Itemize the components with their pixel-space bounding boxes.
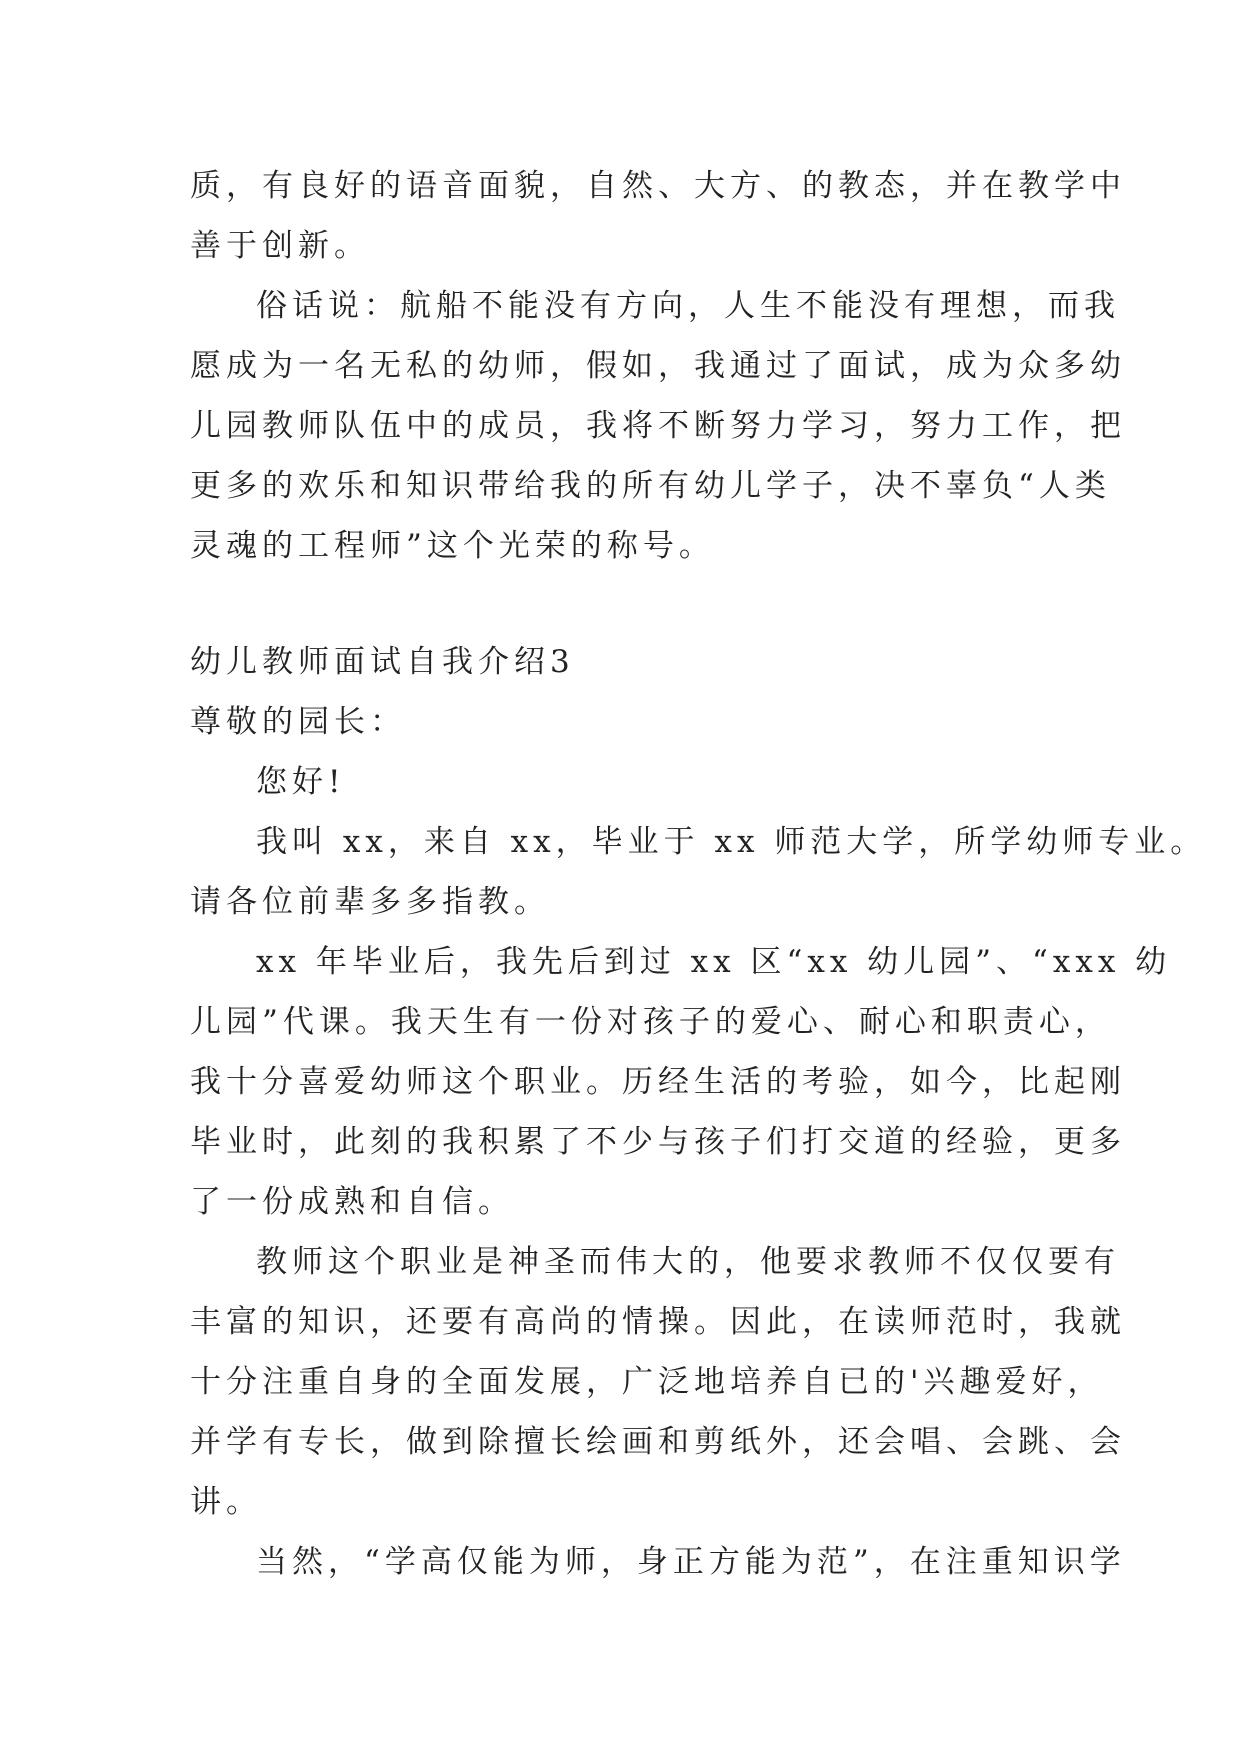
- proverb-line: 灵魂的工程师”这个光荣的称号。: [190, 528, 715, 564]
- salutation: 尊敬的园长：: [190, 704, 406, 740]
- continuation-line: 善于创新。: [190, 228, 370, 264]
- teacher-line: 并学有专长，做到除擅长绘画和剪纸外，还会唱、会跳、会: [190, 1424, 1126, 1460]
- proverb-line: 更多的欢乐和知识带给我的所有幼儿学子，决不辜负“人类: [190, 468, 1111, 504]
- experience-line: 我十分喜爱幼师这个职业。历经生活的考验，如今，比起刚: [190, 1064, 1126, 1100]
- intro-line: 请各位前辈多多指教。: [190, 884, 550, 920]
- intro-line: 我叫 xx，来自 xx，毕业于 xx 师范大学，所学幼师专业。: [256, 824, 1207, 860]
- teacher-line: 丰富的知识，还要有高尚的情操。因此，在读师范时，我就: [190, 1304, 1126, 1340]
- continuation-line: 质，有良好的语音面貌，自然、大方、的教态，并在教学中: [190, 168, 1126, 204]
- greeting: 您好!: [256, 764, 346, 800]
- experience-line: 毕业时，此刻的我积累了不少与孩子们打交道的经验，更多: [190, 1124, 1126, 1160]
- section-title: 幼儿教师面试自我介绍3: [190, 644, 575, 680]
- experience-line: 了一份成熟和自信。: [190, 1184, 514, 1220]
- teacher-line: 十分注重自身的全面发展，广泛地培养自已的'兴趣爱好，: [190, 1364, 1104, 1400]
- experience-line: xx 年毕业后，我先后到过 xx 区“xx 幼儿园”、“xxx 幼: [256, 944, 1172, 980]
- teacher-line: 讲。: [190, 1484, 262, 1520]
- lower-text-block: [190, 632, 1207, 1592]
- proverb-line: 愿成为一名无私的幼师，假如，我通过了面试，成为众多幼: [190, 348, 1126, 384]
- teacher-line: 教师这个职业是神圣而伟大的，他要求教师不仅仅要有: [256, 1244, 1120, 1280]
- experience-line: 儿园”代课。我天生有一份对孩子的爱心、耐心和职责心，: [190, 1004, 1111, 1040]
- proverb-line: 儿园教师队伍中的成员，我将不断努力学习，努力工作，把: [190, 408, 1126, 444]
- upper-text-block: [190, 156, 1126, 576]
- closing-line: 当然，“学高仅能为师，身正方能为范”，在注重知识学: [256, 1544, 1126, 1580]
- proverb-line: 俗话说：航船不能没有方向，人生不能没有理想，而我: [256, 288, 1120, 324]
